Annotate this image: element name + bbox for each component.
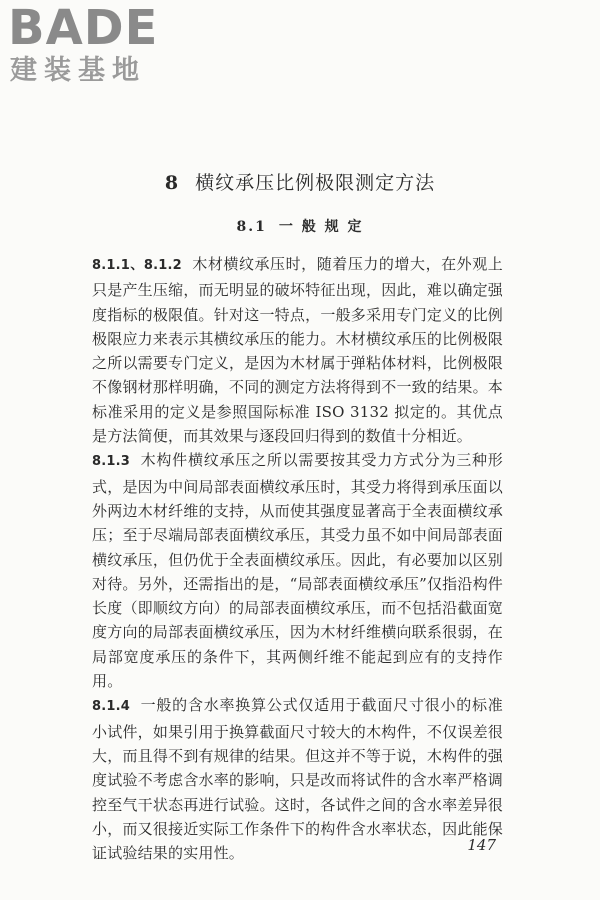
- document-body: [92, 252, 503, 865]
- section-number: 8.1: [236, 219, 267, 235]
- chapter-number: 8: [164, 172, 180, 194]
- chapter-title-text: 横纹承压比例极限测定方法: [195, 172, 436, 194]
- paragraph-8-1-3: [92, 448, 503, 693]
- section-title: [0, 216, 600, 236]
- paragraph-8-1-4: [92, 693, 503, 865]
- clause-number: 8.1.4: [92, 699, 131, 715]
- clause-number: 8.1.1、8.1.2: [92, 258, 182, 273]
- section-title-text: 一 般 规 定: [278, 219, 364, 235]
- logo-chinese-text: 建装基地: [10, 55, 146, 86]
- logo-wordmark: BADE: [8, 0, 159, 56]
- chapter-title: [0, 168, 600, 195]
- clause-number: 8.1.3: [92, 454, 131, 470]
- paragraph-text: 木材横纹承压时，随着压力的增大，在外观上只是产生压缩，而无明显的破坏特征出现，因此，难以确定强度指标的极限值。针对这一特点，一般多采用专门定义的比例极限应力来表示其横纹承压的能力。木材横纹承压的比例极限之所以需要专门定义，是因为木材属于弹粘体材料，比例极限不像钢材那样明确，不同的测定方法将得到不一致的结果。本标准采用的定义是参照国际标准 ISO 3132 拟定的。其优点是方法简便，而其效果与逐段回归得到的数值十分相近。: [92, 255, 503, 446]
- paragraph-text: 一般的含水率换算公式仅适用于截面尺寸很小的标准小试件，如果引用于换算截面尺寸较大的木构件，不仅误差很大，而且得不到有规律的结果。但这并不等于说，木构件的强度试验不考虑含水率的影响，只是改而将试件的含水率严格调控至气干状态再进行试验。这时，各试件之间的含水率差异很小，而又很接近实际工作条件下的构件含水率状态，因此能保证试验结果的实用性。: [92, 696, 503, 863]
- page-number: 147: [467, 836, 496, 854]
- paragraph-8-1-1: [92, 252, 503, 448]
- paragraph-text: 木构件横纹承压之所以需要按其受力方式分为三种形式，是因为中间局部表面横纹承压时，其受力将得到承压面以外两边木材纤维的支持，从而使其强度显著高于全表面横纹承压；至于尽端局部表面横纹承压，其受力虽不如中间局部表面横纹承压，但仍优于全表面横纹承压。因此，有必要加以区别对待。另外，还需指出的是，“局部表面横纹承压”仅指沿构件长度（即顺纹方向）的局部表面横纹承压，而不包括沿截面宽度方向的局部表面横纹承压，因为木材纤维横向联系很弱，在局部宽度承压的条件下，其两侧纤维不能起到应有的支持作用。: [92, 451, 503, 691]
- bade-logo: [8, 2, 158, 88]
